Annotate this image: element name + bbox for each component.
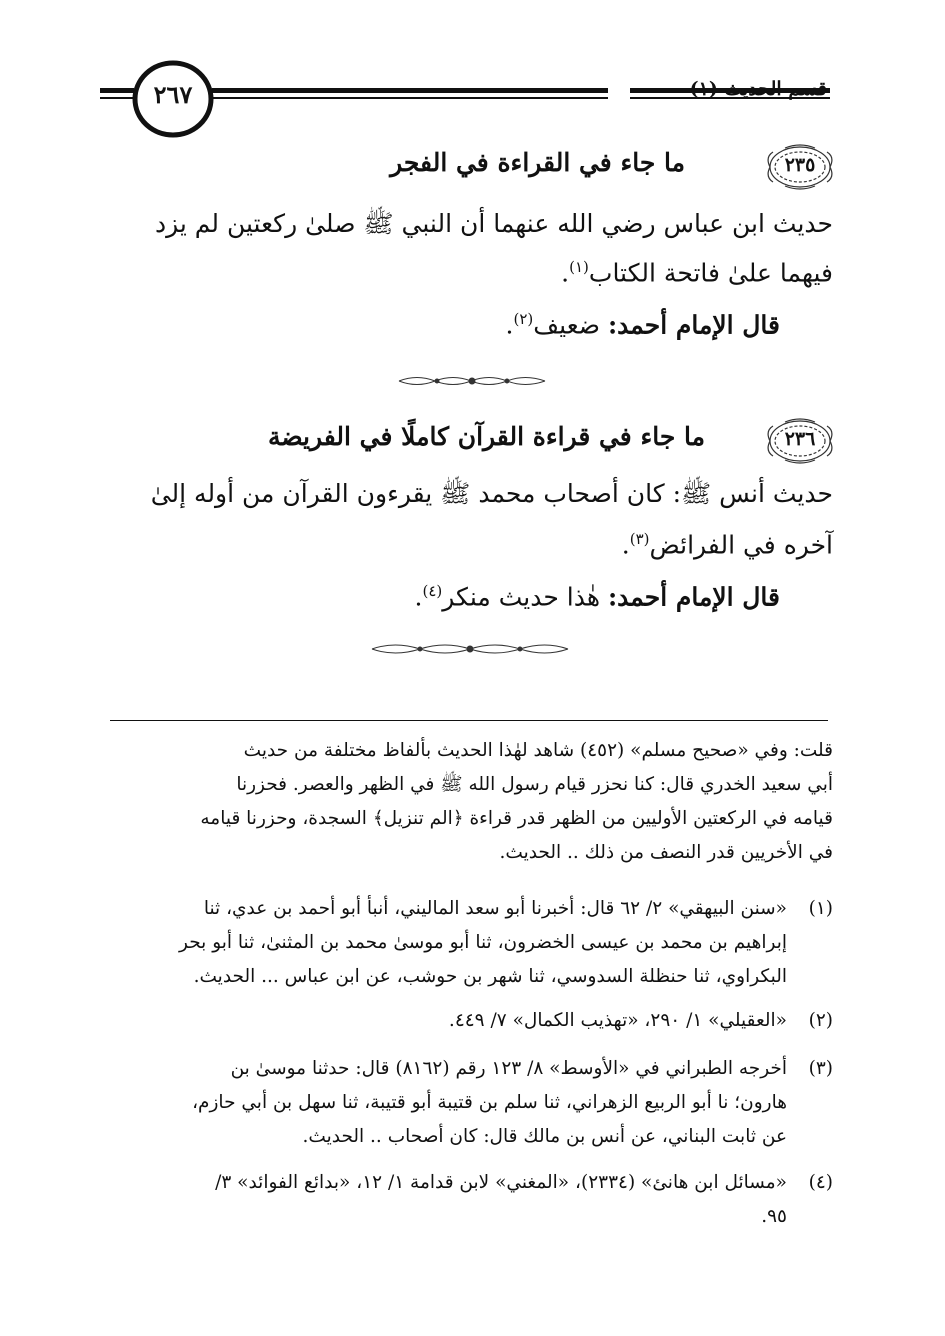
period: .: [621, 530, 630, 560]
page-number: ٢٦٧: [153, 80, 193, 109]
footnote-number: (١): [808, 898, 833, 919]
header-rule-left-thin: [100, 97, 134, 99]
verdict-text: ضعيف: [533, 310, 600, 340]
hadith-line-1: حديث أنس ﷺ: كان أصحاب محمد ﷺ يقرءون القرآن من أوله إلىٰ: [150, 479, 833, 508]
verdict-line: [415, 582, 781, 611]
footnote-separator: [110, 720, 828, 721]
verdict-label: قال الإمام أحمد:: [607, 582, 780, 612]
footnote-ref-2: (٢): [513, 310, 534, 328]
footnote-line: إبراهيم بن محمد بن عيسى الخضرون، ثنا أبو موسىٰ محمد بن المثنىٰ، ثنا أبو بحر: [179, 932, 787, 953]
page-number-badge: [132, 58, 214, 140]
header-rule-left: [100, 88, 134, 93]
section-title: ما جاء في قراءة القرآن كاملًا في الفريضة: [267, 422, 705, 451]
section-number: ٢٣٥: [784, 154, 816, 176]
header-rule-middle: [212, 88, 608, 93]
section-heading-236: [105, 416, 835, 466]
period: .: [505, 310, 514, 340]
footnote-line: «سنن البيهقي» ٢/ ٦٢ قال: أخبرنا أبو سعد الماليني، أنبأ أبو أحمد بن عدي، ثنا: [203, 898, 787, 919]
section-title: ما جاء في القراءة في الفجر: [390, 148, 685, 177]
footnote-ref-4: (٤): [422, 582, 443, 600]
footnote-line: «مسائل ابن هانئ» (٢٣٣٤)، «المغني» لابن قدامة ١/ ١٢، «بدائع الفوائد» ٣/: [215, 1172, 787, 1193]
footnote-intro-line: قلت: وفي «صحيح مسلم» (٤٥٢) شاهد لهٰذا الحديث بألفاظ مختلفة من حديث: [243, 740, 833, 761]
footnote-number: (٤): [808, 1172, 833, 1193]
footnote-line: البكراوي، ثنا حنظلة السدوسي، ثنا شهر بن حوشب، عن ابن عباس ... الحديث.: [193, 966, 787, 987]
footnote-intro-line: أبي سعيد الخدري قال: كنا نحزر قيام رسول الله ﷺ في الظهر والعصر. فحزرنا: [236, 774, 833, 795]
section-heading-235: [105, 142, 835, 192]
hadith-text: فيهما علىٰ فاتحة الكتاب: [588, 258, 833, 288]
footnote-ref-1: (١): [569, 258, 589, 276]
footnote-number: (٢): [808, 1010, 833, 1031]
hadith-line-2: [561, 258, 833, 287]
chapter-title: قسم الحديث (١): [689, 78, 827, 100]
hadith-text: آخره في الفرائض: [649, 530, 833, 560]
section-number: ٢٣٦: [784, 428, 816, 450]
hadith-line-2: [622, 530, 833, 559]
divider-ornament-icon: [370, 641, 570, 657]
verdict-label: قال الإمام أحمد:: [607, 310, 780, 340]
footnote-line: «العقيلي» ١/ ٢٩٠، «تهذيب الكمال» ٧/ ٤٤٩.: [448, 1010, 787, 1031]
footnote-intro-line: قيامه في الركعتين الأوليين من الظهر قدر قراءة ﴿الم تنزيل﴾ السجدة، وحزرنا قيامه: [200, 808, 833, 829]
footnote-line: عن ثابت البناني، عن أنس بن مالك قال: كان أصحاب .. الحديث.: [302, 1126, 787, 1147]
header-rule-middle-thin: [212, 97, 608, 99]
footnote-intro-line: في الأخريين قدر النصف من ذلك .. الحديث.: [499, 842, 833, 863]
divider-ornament-icon: [397, 374, 547, 388]
verdict-text: هٰذا حديث منكر: [442, 582, 600, 612]
section-number-badge: [765, 416, 835, 466]
verdict-line: [506, 310, 780, 339]
period: .: [414, 582, 423, 612]
footnote-line: أخرجه الطبراني في «الأوسط» ٨/ ١٢٣ رقم (٨١٦٢) قال: حدثنا موسىٰ بن: [230, 1058, 787, 1079]
footnote-line: هارون؛ نا أبو الربيع الزهراني، ثنا سلم بن قتيبة أبو قتيبة، ثنا سهل بن أبي حازم،: [192, 1092, 787, 1113]
footnote-ref-3: (٣): [629, 530, 650, 548]
section-number-badge: [765, 142, 835, 192]
period: .: [561, 258, 570, 288]
footnote-number: (٣): [808, 1058, 833, 1079]
footnote-line: ٩٥.: [761, 1206, 787, 1227]
hadith-line-1: حديث ابن عباس رضي الله عنهما أن النبي ﷺ صلىٰ ركعتين لم يزد: [154, 209, 833, 238]
